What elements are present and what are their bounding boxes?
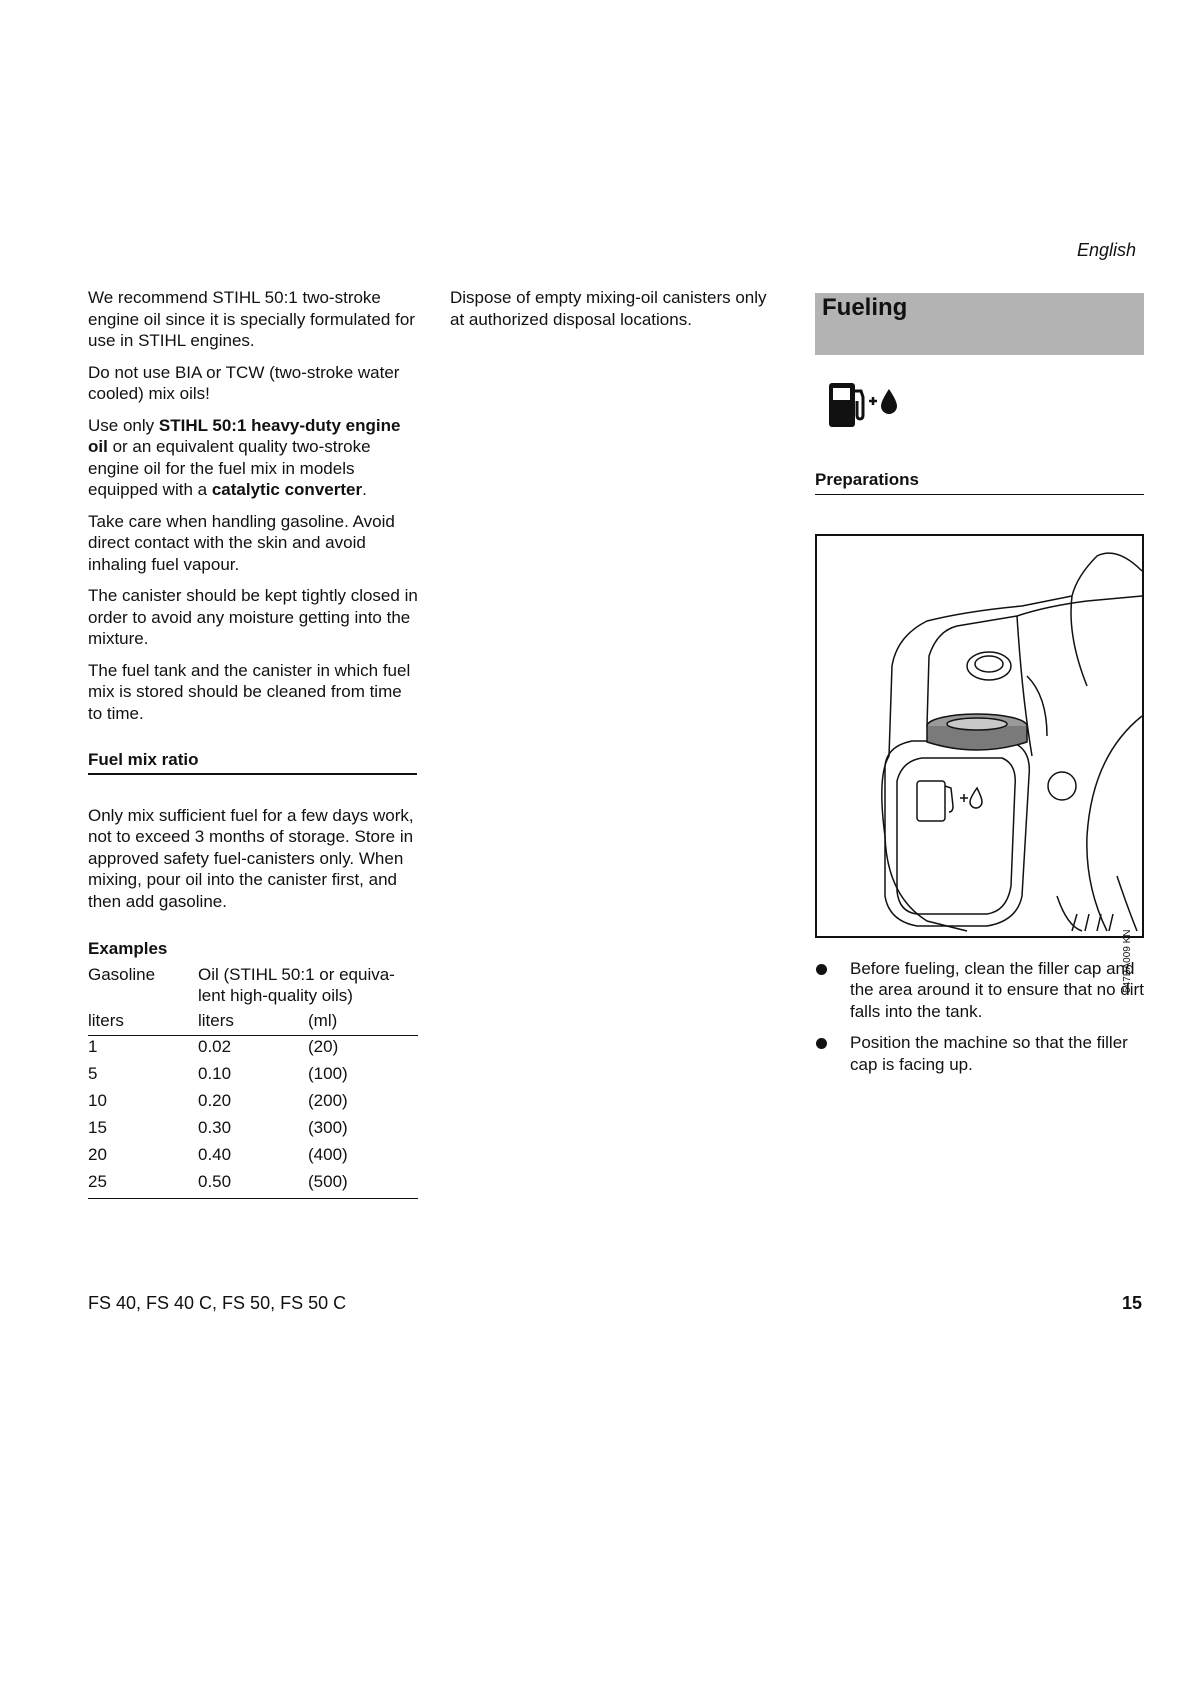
paragraph-canister-closed: The canister should be kept tightly closed in order to avoid any moisture getting into the mixture.	[88, 586, 418, 648]
bullet-icon	[816, 1038, 827, 1049]
fuel-pump-plus-oil-drop-icon	[827, 377, 907, 437]
unit-liters-gasoline: liters	[88, 1010, 198, 1036]
cell-oil-liters: 0.50	[198, 1171, 308, 1199]
paragraph-dispose-canisters: Dispose of empty mixing-oil canisters only at authorized disposal locations.	[450, 288, 767, 329]
cell-oil-ml: (400)	[308, 1144, 348, 1164]
unit-ml: (ml)	[308, 1010, 418, 1036]
table-row	[88, 1035, 418, 1063]
cell-oil-ml: (500)	[308, 1171, 418, 1199]
cell-oil-liters: 0.02	[198, 1036, 232, 1056]
bold-run-oil: STIHL 50:1 heavy-duty engine oil	[88, 415, 401, 456]
column-middle	[450, 287, 780, 340]
cell-gasoline: 1	[88, 1036, 98, 1056]
list-item	[815, 1032, 1144, 1075]
table-unit-row	[88, 1010, 418, 1036]
table-row	[88, 1090, 418, 1117]
section-title: Fueling	[822, 294, 908, 321]
text-run: Use only	[88, 415, 159, 435]
unit-liters-oil: liters	[198, 1010, 308, 1036]
cell-oil-liters: 0.10	[198, 1063, 232, 1083]
cell-oil-ml: (200)	[308, 1090, 348, 1110]
table-row	[88, 1171, 418, 1199]
table-row	[88, 1144, 418, 1171]
list-item-text: Before fueling, clean the filler cap and the area around it to ensure that no dirt falls into the tank.	[850, 958, 1144, 1021]
column-left	[88, 287, 418, 1199]
page-number: 15	[1121, 1293, 1142, 1313]
paragraph-catalytic-converter	[88, 415, 418, 501]
header-gasoline: Gasoline	[88, 964, 156, 984]
subheading-preparations: Preparations	[815, 469, 1144, 495]
bold-run-catalytic: catalytic converter	[211, 480, 363, 499]
text-run: or an equivalent quality two-stroke engine oil for the fuel mix in models equipped with a	[88, 437, 371, 499]
fuel-mix-table	[88, 964, 418, 1199]
list-item	[815, 958, 1144, 1023]
examples-title: Examples	[88, 939, 168, 958]
cell-gasoline: 20	[88, 1144, 107, 1164]
subheading-fuel-mix-ratio: Fuel mix ratio	[88, 749, 417, 775]
footer-models: FS 40, FS 40 C, FS 50, FS 50 C	[88, 1293, 347, 1313]
paragraph-mix-sufficient: Only mix sufficient fuel for a few days work, not to exceed 3 months of storage. Store in approved safety fuel-canisters only. When mixing, pour oil into the canister first, and then add gasoline.	[88, 805, 414, 911]
figure-code: 547BA009 KN	[1121, 929, 1133, 993]
cell-oil-liters: 0.30	[198, 1117, 232, 1137]
table-row	[88, 1117, 418, 1144]
bullet-icon	[816, 964, 827, 975]
list-item-text: Position the machine so that the filler cap is facing up.	[850, 1033, 1128, 1074]
column-right	[815, 293, 1144, 1085]
cell-oil-ml: (300)	[308, 1117, 348, 1137]
cell-gasoline: 15	[88, 1117, 107, 1137]
table-header-row	[88, 964, 418, 1010]
language-label: English	[1076, 240, 1136, 260]
cell-gasoline: 25	[88, 1171, 198, 1199]
table-row	[88, 1063, 418, 1090]
text-run: .	[362, 480, 367, 499]
paragraph-no-bia-tcw: Do not use BIA or TCW (two-stroke water cooled) mix oils!	[88, 362, 400, 403]
paragraph-handling-gasoline: Take care when handling gasoline. Avoid direct contact with the skin and avoid inhaling fuel vapour.	[88, 511, 395, 574]
cell-oil-ml: (20)	[308, 1036, 339, 1056]
paragraph-recommend-oil: We recommend STIHL 50:1 two-stroke engine oil since it is specially formulated for use in STIHL engines.	[88, 288, 415, 350]
cell-oil-ml: (100)	[308, 1063, 348, 1083]
section-title-box	[815, 293, 1144, 355]
preparation-list	[815, 958, 1144, 1076]
cell-oil-liters: 0.20	[198, 1090, 232, 1110]
paragraph-clean-tank: The fuel tank and the canister in which fuel mix is stored should be cleaned from time to time.	[88, 660, 411, 723]
cell-gasoline: 5	[88, 1063, 98, 1083]
header-oil: Oil (STIHL 50:1 or equiva-lent high-quality oils)	[198, 964, 395, 1005]
cell-oil-liters: 0.40	[198, 1144, 232, 1164]
cell-gasoline: 10	[88, 1090, 107, 1110]
